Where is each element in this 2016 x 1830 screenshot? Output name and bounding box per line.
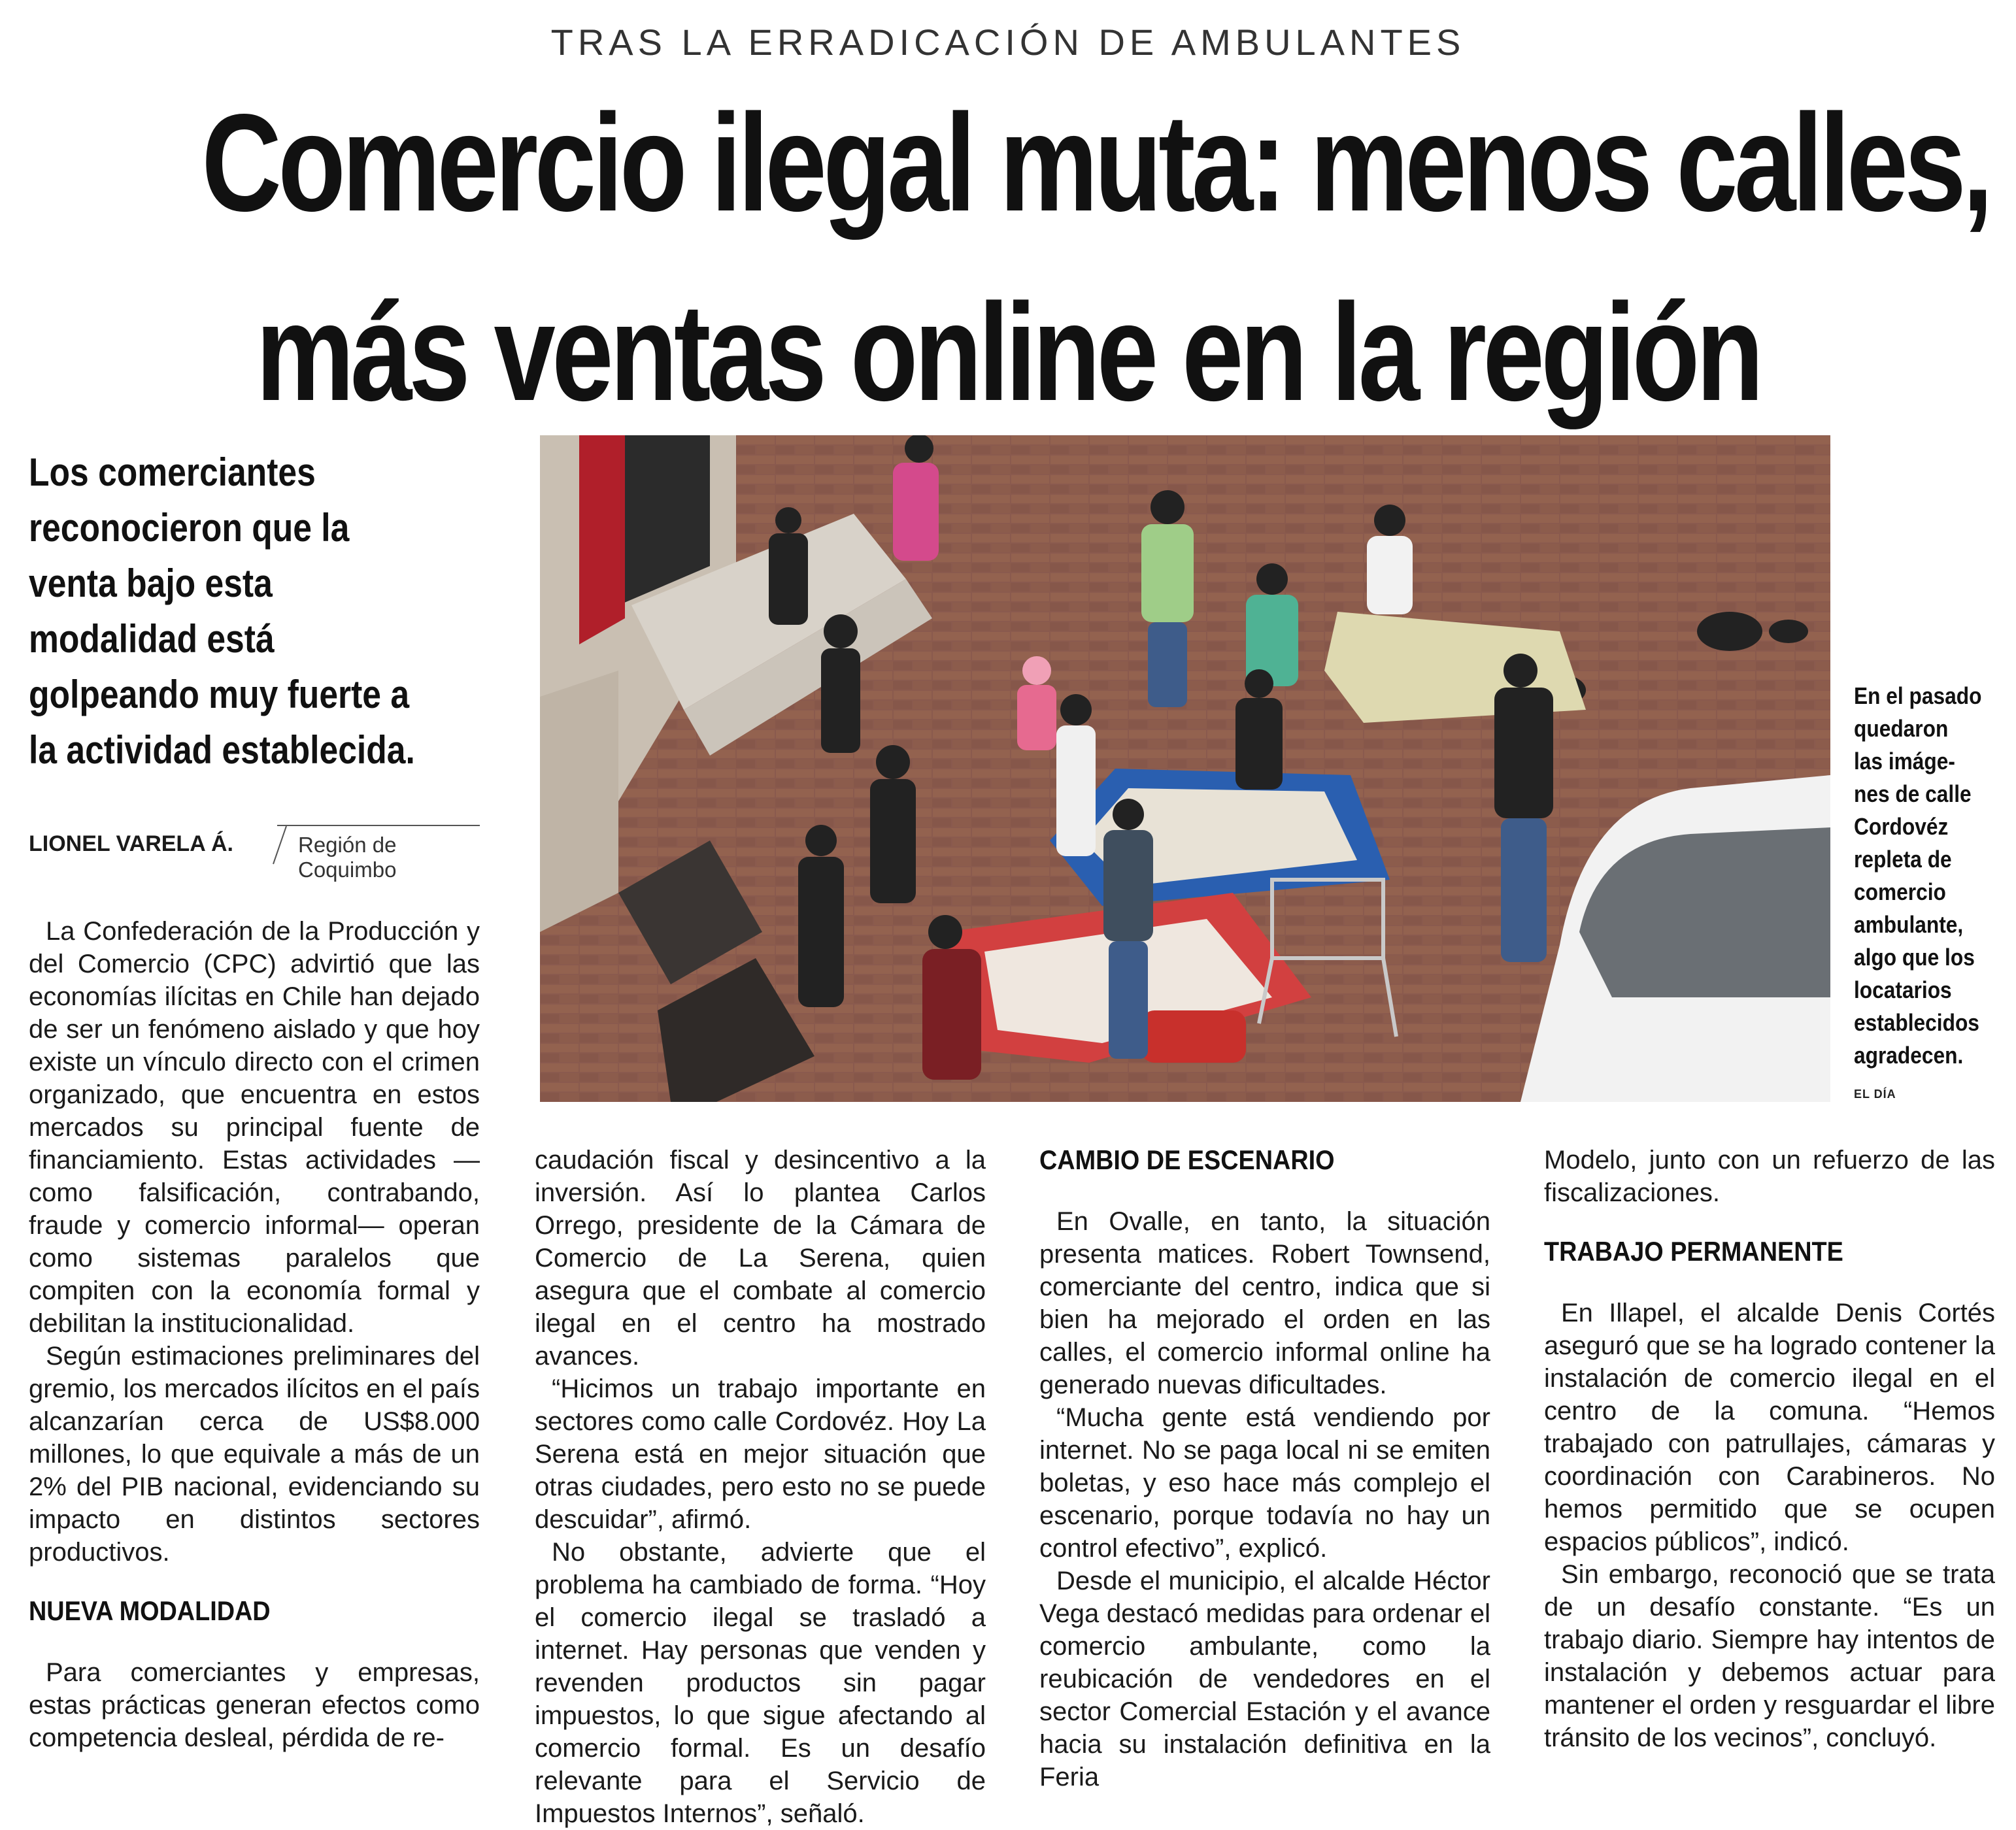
paragraph: No obstante, advierte que el problema ha cambiado de forma. “Hoy el comercio ilegal se trasladó a internet. Hay personas que venden y revenden productos sin pagar impuestos, lo que sigue afectando al comercio formal. Es un desafío relevante para el Servicio de Impuestos Internos”, señaló. <box>535 1538 986 1828</box>
byline-author: LIONEL VARELA Á. <box>29 831 233 856</box>
headline-line-2: más ventas online en la región <box>256 274 1760 429</box>
paragraph: Según estimaciones preliminares del gremio, los mercados ilícitos en el país alcanzarían cerca de US$8.000 millones, lo que equivale a más de un 2% del PIB nacional, evidenciando su impacto en distintos sectores productivos. <box>29 1342 480 1567</box>
headline <box>201 68 1990 447</box>
byline-rule <box>277 825 480 826</box>
paragraph: Sin embargo, reconoció que se trata de un desafío constante. “Es un trabajo diario. Siempre hay intentos de instalación y debemos actuar para mantener el orden y resguardar el libre tránsito de los vecinos”, concluyó. <box>1544 1560 1995 1752</box>
paragraph: Para comerciantes y empresas, estas prácticas generan efectos como competencia desleal, pérdida de re- <box>29 1658 480 1752</box>
kicker: TRAS LA ERRADICACIÓN DE AMBULANTES <box>550 22 1466 63</box>
column-3 <box>1039 1144 1490 1793</box>
subhead-cambio-de-escenario: CAMBIO DE ESCENARIO <box>1039 1144 1335 1175</box>
paragraph: Desde el municipio, el alcalde Héctor Vega destacó medidas para ordenar el comercio ambulante, como la reubicación de vendedores en el sector Comercial Estación y el avance hacia su instalación definitiva en la Feria <box>1039 1567 1490 1791</box>
column-2 <box>535 1144 986 1830</box>
subhead-nueva-modalidad: NUEVA MODALIDAD <box>29 1595 271 1626</box>
photo-credit: EL DÍA <box>1854 1088 1896 1101</box>
byline-region: Región de Coquimbo <box>298 833 397 882</box>
photo-caption: En el pasado quedaron las imáge- nes de calle Cordovéz repleta de comercio ambulante, algo que los locatarios establecidos agradecen. <box>1854 682 1982 1069</box>
headline-line-1: Comercio ilegal muta: menos calles, <box>201 85 1990 240</box>
byline-divider <box>267 825 293 865</box>
street-vendors-photo <box>540 435 1830 1102</box>
column-4 <box>1544 1144 1995 1754</box>
paragraph: La Confederación de la Producción y del Comercio (CPC) advirtió que las economías ilícitas en Chile han dejado de ser un fenómeno aislado y que hoy existe un vínculo directo con el crimen organizado, que encuentra en estos mercados su principal fuente de financiamiento. Estas actividades —como falsificación, contrabando, fraude y comercio informal— operan como sistemas paralelos que compiten con la economía formal y debilitan la institucionalidad. <box>29 917 480 1338</box>
column-1 <box>29 915 480 1754</box>
paragraph: En Illapel, el alcalde Denis Cortés aseguró que se ha logrado contener la instalación de comercio ilegal en el centro de la comuna. “Hemos trabajado con patrullajes, cámaras y coordinación con Carabineros. No hemos permitido que se ocupen espacios públicos”, indicó. <box>1544 1299 1995 1556</box>
paragraph: “Hicimos un trabajo importante en sectores como calle Cordovéz. Hoy La Serena está en mejor situación que otras ciudades, pero esto no se puede descuidar”, afirmó. <box>535 1374 986 1534</box>
paragraph-continued: caudación fiscal y desincentivo a la inversión. Así lo plantea Carlos Orrego, presidente de la Cámara de Comercio de La Serena, quien asegura que el combate al comercio ilegal en el centro ha mostrado avances. <box>535 1146 986 1371</box>
paragraph: “Mucha gente está vendiendo por internet. No se paga local ni se emiten boletas, y eso hace más complejo el escenario, porque todavía no hay un control efectivo”, explicó. <box>1039 1403 1490 1563</box>
paragraph: En Ovalle, en tanto, la situación presenta matices. Robert Townsend, comerciante del centro, indica que si bien ha mejorado el orden en las calles, el comercio informal online ha generado nuevas dificultades. <box>1039 1207 1490 1399</box>
deck-summary: Los comerciantes reconocieron que la venta bajo esta modalidad está golpeando muy fuerte a la actividad establecida. <box>29 450 415 772</box>
subhead-trabajo-permanente: TRABAJO PERMANENTE <box>1544 1236 1843 1267</box>
paragraph-continued: Modelo, junto con un refuerzo de las fiscalizaciones. <box>1544 1146 1995 1207</box>
photo-illustration <box>540 435 1830 1102</box>
byline <box>29 825 480 882</box>
